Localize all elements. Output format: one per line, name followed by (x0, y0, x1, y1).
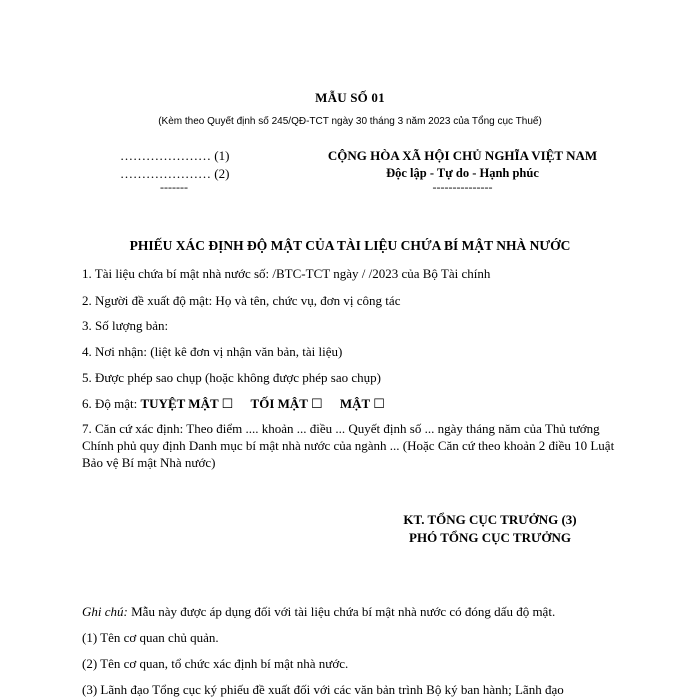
checkbox-confidential-icon[interactable]: ☐ (373, 396, 385, 411)
agency-line-2: ………………… (2) (120, 166, 230, 181)
signer-subtitle: PHÓ TỔNG CỤC TRƯỞNG (409, 530, 571, 545)
national-title: CỘNG HÒA XÃ HỘI CHỦ NGHĨA VIỆT NAM (327, 148, 598, 163)
agency-line-1: ………………… (1) (120, 148, 230, 163)
document-title: PHIẾU XÁC ĐỊNH ĐỘ MẬT CỦA TÀI LIỆU CHỨA BÍ MẬT NHÀ NƯỚC (129, 238, 571, 253)
form-number: MẪU SỐ 01 (315, 90, 385, 105)
note (82, 604, 555, 620)
agency-divider: ------- (160, 180, 188, 194)
level-confidential: MẬT ☐ (339, 396, 385, 411)
item-1: 1. Tài liệu chứa bí mật nhà nước số: /BTC-TCT ngày / /2023 của Bộ Tài chính (82, 266, 491, 281)
item-5: 5. Được phép sao chụp (hoặc không được phép sao chụp) (82, 370, 381, 385)
level-top-secret: TUYỆT MẬT ☐ (140, 396, 234, 411)
item-6-label: 6. Độ mật: (82, 396, 138, 411)
item-7: 7. Căn cứ xác định: Theo điểm .... khoản ... điều ... Quyết định số ... ngày tháng năm của Thủ tướng Chính phủ quy định Danh mục bí mật nhà nước của ngành ... (Hoặc Căn cứ theo khoản 2 điều 10 Luật Bảo vệ Bí mật Nhà nước) (82, 421, 615, 470)
checkbox-top-secret-icon[interactable]: ☐ (221, 396, 234, 411)
checkbox-secret-icon[interactable]: ☐ (310, 396, 323, 411)
form-subtitle: (Kèm theo Quyết định số 245/QĐ-TCT ngày 30 tháng 3 năm 2023 của Tổng cục Thuế) (158, 116, 542, 127)
item-2: 2. Người đề xuất độ mật: Họ và tên, chức vụ, đơn vị công tác (82, 293, 401, 308)
item-4: 4. Nơi nhận: (liệt kê đơn vị nhận văn bản, tài liệu) (82, 344, 343, 359)
note-2: (2) Tên cơ quan, tổ chức xác định bí mật nhà nước. (82, 656, 349, 671)
note-label: Ghi chú: (82, 604, 128, 619)
level-secret: TỐI MẬT ☐ (250, 396, 323, 411)
note-text: Mẫu này được áp dụng đối với tài liệu chứa bí mật nhà nước có đóng dấu độ mật. (131, 604, 556, 619)
national-motto: Độc lập - Tự do - Hạnh phúc (386, 166, 539, 180)
signer-title: KT. TỔNG CỤC TRƯỞNG (3) (403, 512, 577, 527)
note-3: (3) Lãnh đạo Tổng cục ký phiếu đề xuất đối với các văn bản trình Bộ ký ban hành; Lãnh đạo (82, 682, 564, 697)
note-1: (1) Tên cơ quan chủ quản. (82, 630, 219, 645)
item-3: 3. Số lượng bản: (82, 318, 169, 333)
item-6 (82, 396, 385, 412)
motto-divider: --------------- (432, 180, 493, 194)
